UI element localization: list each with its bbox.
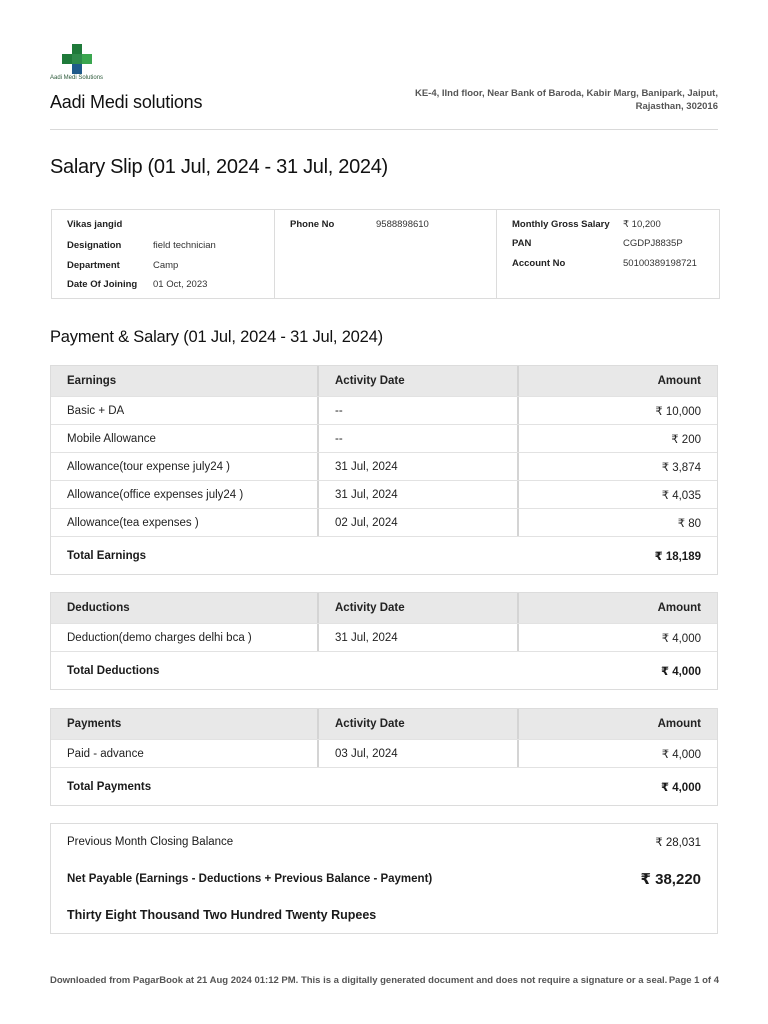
total-deductions-label: Total Deductions <box>67 664 160 677</box>
account-value: 50100389198721 <box>623 258 697 269</box>
pan-label: PAN <box>512 238 532 249</box>
previous-balance-row <box>67 835 701 849</box>
previous-balance-label: Previous Month Closing Balance <box>67 836 234 848</box>
net-payable-label: Net Payable (Earnings - Deductions + Previous Balance - Payment) <box>67 873 433 885</box>
earning-date: -- <box>319 425 519 452</box>
total-earnings-row <box>51 536 717 574</box>
earning-amount: ₹ 10,000 <box>655 405 701 418</box>
table-row <box>51 508 717 536</box>
payment-amount: ₹ 4,000 <box>661 748 701 761</box>
phone-row <box>290 219 429 230</box>
designation-value: field technician <box>153 240 216 251</box>
earning-date: 02 Jul, 2024 <box>319 509 519 536</box>
employee-name: Vikas jangid <box>67 219 123 230</box>
amount-col-header: Amount <box>657 602 701 614</box>
amount-in-words-row <box>67 908 701 922</box>
gross-row <box>512 219 661 230</box>
earning-amount: ₹ 3,874 <box>661 461 701 474</box>
deductions-header <box>51 593 717 623</box>
payments-header <box>51 709 717 739</box>
net-payable-row <box>67 870 701 888</box>
total-earnings-value: ₹ 18,189 <box>654 550 701 563</box>
payments-table <box>50 708 718 806</box>
account-label: Account No <box>512 258 566 269</box>
earnings-table <box>50 365 718 575</box>
designation-row <box>67 240 216 251</box>
activity-date-col-header: Activity Date <box>319 709 519 739</box>
earning-name: Basic + DA <box>51 397 319 424</box>
department-value: Camp <box>153 260 179 271</box>
doj-value: 01 Oct, 2023 <box>153 279 208 290</box>
pan-row <box>512 238 683 249</box>
header-divider <box>50 129 718 130</box>
earning-name: Mobile Allowance <box>51 425 319 452</box>
deduction-name: Deduction(demo charges delhi bca ) <box>51 624 319 651</box>
earning-name: Allowance(tea expenses ) <box>51 509 319 536</box>
table-row <box>51 424 717 452</box>
earning-amount: ₹ 4,035 <box>661 489 701 502</box>
table-row <box>51 480 717 508</box>
earning-amount: ₹ 80 <box>677 517 701 530</box>
table-row <box>51 739 717 767</box>
gross-label: Monthly Gross Salary <box>512 219 610 230</box>
department-label: Department <box>67 260 120 271</box>
earnings-col-header: Earnings <box>51 366 319 396</box>
activity-date-col-header: Activity Date <box>319 593 519 623</box>
amount-col-header: Amount <box>657 375 701 387</box>
designation-label: Designation <box>67 240 122 251</box>
deduction-amount: ₹ 4,000 <box>661 632 701 645</box>
total-payments-label: Total Payments <box>67 780 152 793</box>
table-row <box>51 623 717 651</box>
earning-name: Allowance(office expenses july24 ) <box>51 481 319 508</box>
page-title: Salary Slip (01 Jul, 2024 - 31 Jul, 2024) <box>50 156 388 178</box>
pan-value: CGDPJ8835P <box>623 238 683 249</box>
employee-name-row <box>67 219 122 230</box>
address-line-1: KE-4, IInd floor, Near Bank of Baroda, Kabir Marg, Banipark, Jaiput, <box>414 88 718 99</box>
logo-text: Aadi Medi Solutions <box>50 75 104 81</box>
earning-name: Allowance(tour expense july24 ) <box>51 453 319 480</box>
address-line-2: Rajasthan, 302016 <box>635 101 718 112</box>
net-payable-value: ₹ 38,220 <box>640 871 701 888</box>
previous-balance-value: ₹ 28,031 <box>655 837 701 849</box>
medical-cross-icon <box>50 42 112 76</box>
gross-value: ₹ 10,200 <box>623 219 661 230</box>
deductions-table <box>50 592 718 690</box>
earning-date: 31 Jul, 2024 <box>319 481 519 508</box>
employee-info-col-1 <box>52 210 275 298</box>
total-payments-value: ₹ 4,000 <box>661 781 701 794</box>
amount-in-words: Thirty Eight Thousand Two Hundred Twenty Rupees <box>67 908 377 922</box>
employee-info-col-3 <box>497 210 719 298</box>
company-logo <box>50 42 112 84</box>
company-name: Aadi Medi solutions <box>50 92 203 112</box>
employee-info-box <box>51 209 720 299</box>
earnings-header <box>51 366 717 396</box>
deduction-date: 31 Jul, 2024 <box>319 624 519 651</box>
payment-date: 03 Jul, 2024 <box>319 740 519 767</box>
payment-section-title: Payment & Salary (01 Jul, 2024 - 31 Jul, 2024) <box>50 328 383 346</box>
phone-label: Phone No <box>290 219 335 230</box>
footer-note: Downloaded from PagarBook at 21 Aug 2024 01:12 PM. This is a digitally generated document and does not require a signature or a seal. <box>50 975 668 986</box>
page-number: Page 1 of 4 <box>668 975 719 986</box>
total-deductions-row <box>51 651 717 689</box>
total-payments-row <box>51 767 717 805</box>
doj-label: Date Of Joining <box>67 279 138 290</box>
total-deductions-value: ₹ 4,000 <box>661 665 701 678</box>
payments-col-header: Payments <box>51 709 319 739</box>
account-row <box>512 258 697 269</box>
company-address <box>398 87 718 113</box>
table-row <box>51 452 717 480</box>
department-row <box>67 260 179 271</box>
table-row <box>51 396 717 424</box>
amount-col-header: Amount <box>657 718 701 730</box>
total-earnings-label: Total Earnings <box>67 549 147 562</box>
earning-date: 31 Jul, 2024 <box>319 453 519 480</box>
phone-value: 9588898610 <box>376 219 429 230</box>
employee-info-col-2 <box>275 210 497 298</box>
activity-date-col-header: Activity Date <box>319 366 519 396</box>
earning-date: -- <box>319 397 519 424</box>
earning-amount: ₹ 200 <box>671 433 701 446</box>
summary-box <box>50 823 718 934</box>
payment-name: Paid - advance <box>51 740 319 767</box>
doj-row <box>67 279 208 290</box>
deductions-col-header: Deductions <box>51 593 319 623</box>
